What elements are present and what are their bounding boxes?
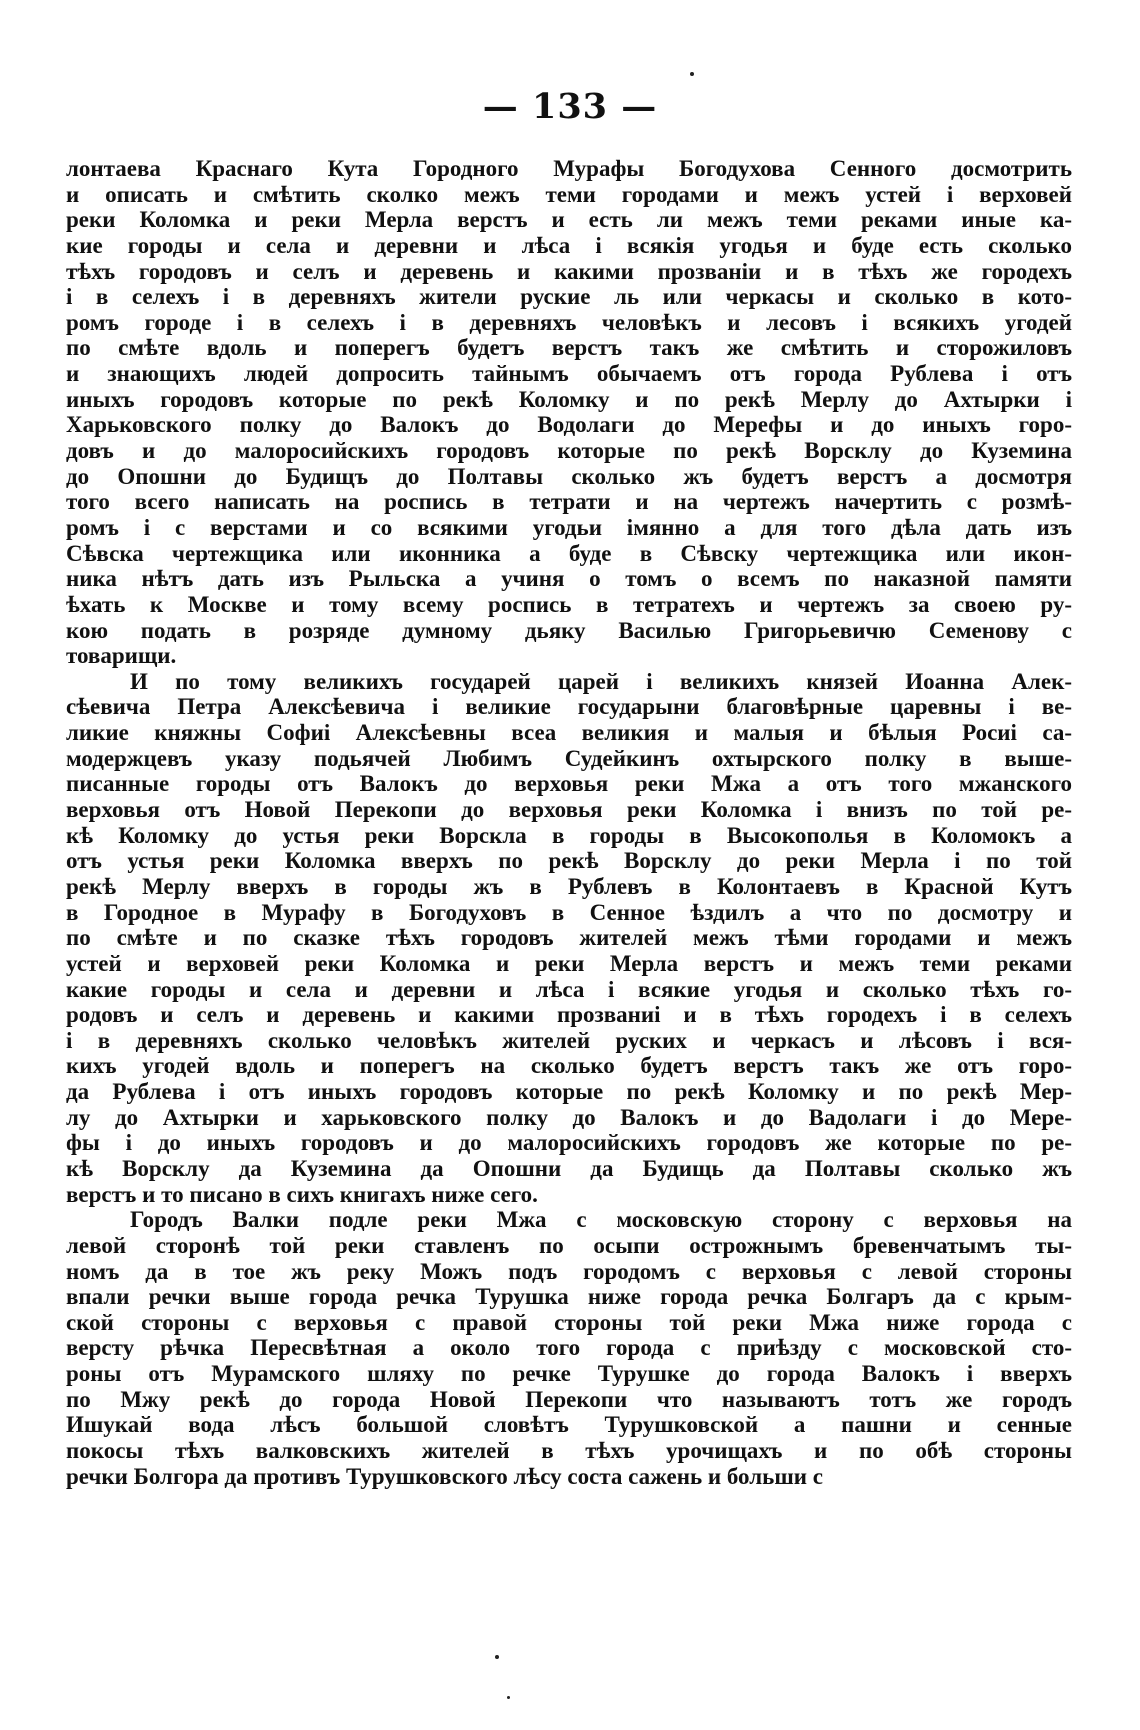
text-line: і в деревняхъ сколько человѣкъ жителей руских и черкасъ и лѣсовъ і вся- [66, 1027, 1072, 1053]
text-line: верстъ и то писано в сихъ книгахъ ниже сего. [66, 1181, 538, 1207]
text-line: Харьковского полку до Валокъ до Водолаги до Мерефы и до иныхъ горо- [66, 412, 1072, 438]
text-line: рекѣ Мерлу вверхъ в городы жъ в Рублевъ в Колонтаевъ в Красной Кутъ [66, 873, 1072, 899]
text-line: ликие княжны Софиі Алексѣевны всеа великия и малыя и бѣлыя Росиі са- [66, 720, 1072, 746]
text-line: ромъ і с верстами и со всякими угодьи імянно а для того дѣла дать изъ [66, 514, 1072, 540]
text-line: иныхъ городовъ которые по рекѣ Коломку и по рекѣ Мерлу до Ахтырки і [66, 386, 1072, 412]
text-line: і в селехъ і в деревняхъ жители руские ль или черкасы и сколько в кото- [66, 284, 1072, 310]
text-line: довъ и до малоросийскихъ городовъ которые по рекѣ Ворсклу до Куземина [66, 438, 1072, 464]
text-line: лонтаева Краснаго Кута Городного Мурафы Богодухова Сенного досмотрить [66, 156, 1072, 181]
text-line: И по тому великихъ государей царей і великихъ князей Иоанна Алек- [130, 668, 1072, 694]
text-line: устей и верховей реки Коломка и реки Мерла верстъ и межъ теми реками [66, 950, 1072, 976]
text-line: ѣхать к Москве и тому всему роспись в тетратехъ и чертежъ за своею ру- [66, 591, 1072, 617]
text-line: до Опошни до Будищъ до Полтавы сколько жъ будетъ верстъ а досмотря [66, 463, 1072, 489]
text-line: лу до Ахтырки и харьковского полку до Валокъ и до Вадолаги і до Мере- [66, 1104, 1072, 1130]
page-number: — 133 — [482, 86, 658, 127]
text-line: кихъ угодей вдоль и поперегъ на сколько будетъ верстъ такъ же отъ горо- [66, 1053, 1072, 1079]
text-line: левой сторонѣ той реки ставленъ по осыпи острожнымъ бревенчатымъ ты- [66, 1232, 1072, 1258]
text-line: по Мжу рекѣ до города Новой Перекопи что называютъ тотъ же городъ [66, 1386, 1072, 1412]
text-line: писанные городы отъ Валокъ до верховья реки Мжа а отъ того мжанского [66, 771, 1072, 797]
paragraph [66, 156, 1072, 669]
text-line: Сѣвска чертежщика или иконника а буде в Сѣвску чертежщика или икон- [66, 540, 1072, 566]
text-line: кѣ Коломку до устья реки Ворскла в городы в Высокополья в Коломокъ а [66, 822, 1072, 848]
text-line: тѣхъ городовъ и селъ и деревень и какими прозваніи и в тѣхъ же городехъ [66, 258, 1072, 284]
text-line: и описать и смѣтить сколко межъ теми городами и межъ устей і верховей [66, 181, 1072, 207]
text-line: версту рѣчка Пересвѣтная а около того города с приѣзду с московской сто- [66, 1335, 1072, 1361]
text-line: кою подать в розряде думному дьяку Василью Григорьевичю Семенову с [66, 617, 1072, 643]
text-line: фы і до иныхъ городовъ и до малоросийскихъ городовъ же которые по ре- [66, 1130, 1072, 1156]
text-line: да Рублева і отъ иныхъ городовъ которые по рекѣ Коломку и по рекѣ Мер- [66, 1079, 1072, 1105]
text-line: сѣевича Петра Алексѣевича і великие государыни благовѣрные царевны і ве- [66, 694, 1072, 720]
paragraph [66, 1207, 1072, 1489]
text-line: отъ устья реки Коломка вверхъ по рекѣ Ворсклу до реки Мерла і по той [66, 848, 1072, 874]
text-line: ника нѣтъ дать изъ Рыльска а учиня о томъ о всемъ по наказной памяти [66, 566, 1072, 592]
text-line: кие городы и села и деревни и лѣса і всякія угодья и буде есть сколько [66, 232, 1072, 258]
text-line: по смѣте вдоль и поперегъ будетъ верстъ такъ же смѣтить и сторожиловъ [66, 335, 1072, 361]
text-line: ромъ городе і в селехъ і в деревняхъ человѣкъ и лесовъ і всякихъ угодей [66, 309, 1072, 335]
text-line: кѣ Ворсклу да Куземина да Опошни да Будищь да Полтавы сколько жъ [66, 1155, 1072, 1181]
text-line: ской стороны с верховья с правой стороны той реки Мжа ниже города с [66, 1309, 1072, 1335]
print-speck [495, 1655, 499, 1659]
text-line: речки Болгора да противъ Турушковского лѣсу соста сажень и больши с [66, 1463, 823, 1489]
text-line: Городъ Валки подле реки Мжа с московскую сторону с верховья на [130, 1207, 1072, 1233]
text-line: номъ да в тое жъ реку Можъ подъ городомъ с верховья с левой стороны [66, 1258, 1072, 1284]
text-line: того всего написать на роспись в тетрати и на чертежъ начертить с розмѣ- [66, 489, 1072, 515]
text-line: покосы тѣхъ валковскихъ жителей в тѣхъ урочищахъ и по обѣ стороны [66, 1438, 1072, 1464]
body-text [66, 156, 1072, 1489]
text-line: впали речки выше города речка Турушка ниже города речка Болгаръ да с крым- [66, 1284, 1072, 1310]
text-line: товарищи. [66, 643, 177, 669]
text-line: Ишукай вода лѣсъ большой словѣтъ Турушковской а пашни и сенные [66, 1412, 1072, 1438]
text-line: и знающихъ людей допросить тайнымъ обычаемъ отъ города Рублева і отъ [66, 361, 1072, 387]
text-line: родовъ и селъ и деревень и какими прозваниі и в тѣхъ городехъ і в селехъ [66, 1002, 1072, 1028]
print-speck [507, 1696, 510, 1699]
text-line: какие городы и села и деревни и лѣса і всякие угодья и сколько тѣхъ го- [66, 976, 1072, 1002]
text-line: по смѣте и по сказке тѣхъ городовъ жителей межъ тѣми городами и межъ [66, 925, 1072, 951]
print-speck [690, 72, 694, 76]
text-line: в Городное в Мурафу в Богодуховъ в Сенное ѣздилъ а что по досмотру и [66, 899, 1072, 925]
text-line: модержцевъ указу подьячей Любимъ Судейкинъ охтырского полку в выше- [66, 745, 1072, 771]
paragraph [66, 669, 1072, 1207]
text-line: реки Коломка и реки Мерла верстъ и есть ли межъ теми реками иные ка- [66, 207, 1072, 233]
text-line: верховья отъ Новой Перекопи до верховья реки Коломка і внизъ по той ре- [66, 797, 1072, 823]
text-line: роны отъ Мурамского шляху по речке Турушке до города Валокъ і вверхъ [66, 1361, 1072, 1387]
